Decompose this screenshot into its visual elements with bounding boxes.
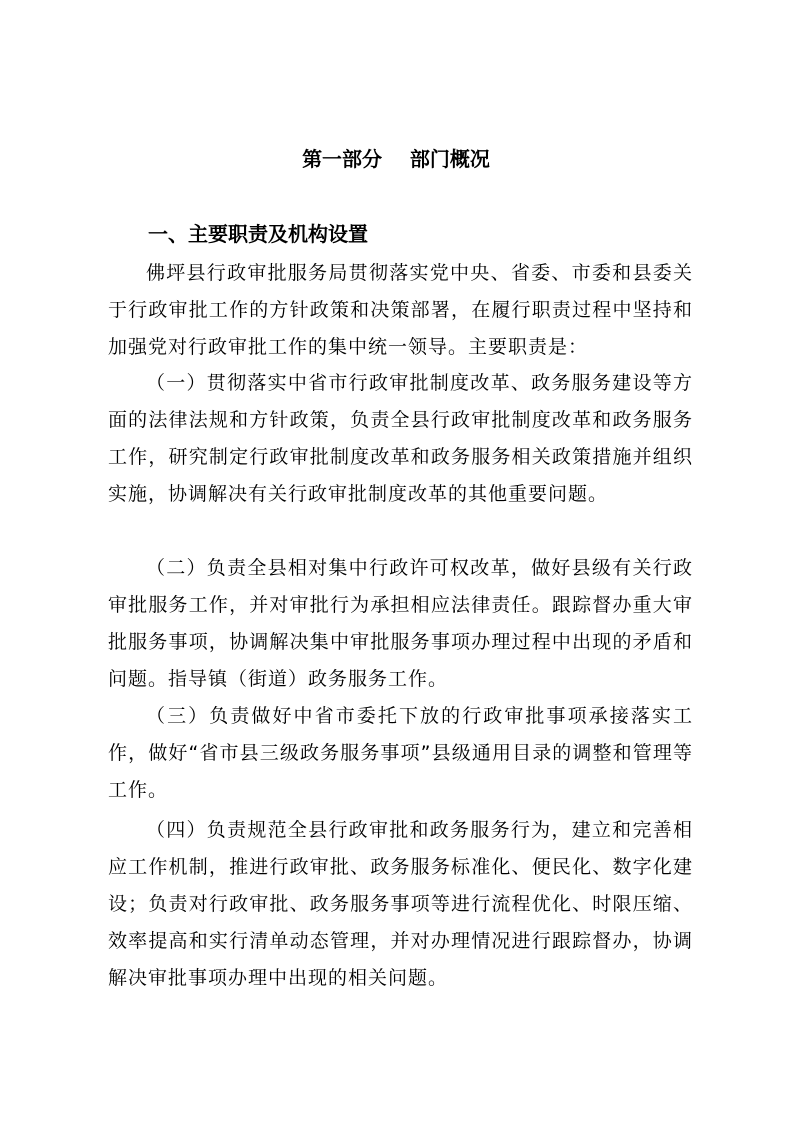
paragraph-duty-1: （一）贯彻落实中省市行政审批制度改革、政务服务建设等方面的法律法规和方针政策，负责全县行政审批制度改革和政务服务工作，研究制定行政审批制度改革和政务服务相关政策措施并组织实施，协调解决有关行政审批制度改革的其他重要问题。	[108, 372, 693, 505]
paragraph-intro: 佛坪县行政审批服务局贯彻落实党中央、省委、市委和县委关于行政审批工作的方针政策和决策部署，在履行职责过程中坚持和加强党对行政审批工作的集中统一领导。主要职责是：	[108, 262, 693, 358]
page-title: 第一部分 部门概况	[302, 147, 490, 171]
paragraph-duty-2: （二）负责全县相对集中行政许可权改革，做好县级有关行政审批服务工作，并对审批行为承担相应法律责任。跟踪督办重大审批服务事项，协调解决集中审批服务事项办理过程中出现的矛盾和问题。指导镇（街道）政务服务工作。	[108, 557, 693, 690]
paragraph-duty-3: （三）负责做好中省市委托下放的行政审批事项承接落实工作，做好“省市县三级政务服务事项”县级通用目录的调整和管理等工作。	[108, 705, 693, 801]
paragraph-duty-4: （四）负责规范全县行政审批和政务服务行为，建立和完善相应工作机制，推进行政审批、政务服务标准化、便民化、数字化建设；负责对行政审批、政务服务事项等进行流程优化、时限压缩、效率提高和实行清单动态管理，并对办理情况进行跟踪督办，协调解决审批事项办理中出现的相关问题。	[108, 819, 693, 989]
section-heading: 一、主要职责及机构设置	[148, 222, 368, 246]
